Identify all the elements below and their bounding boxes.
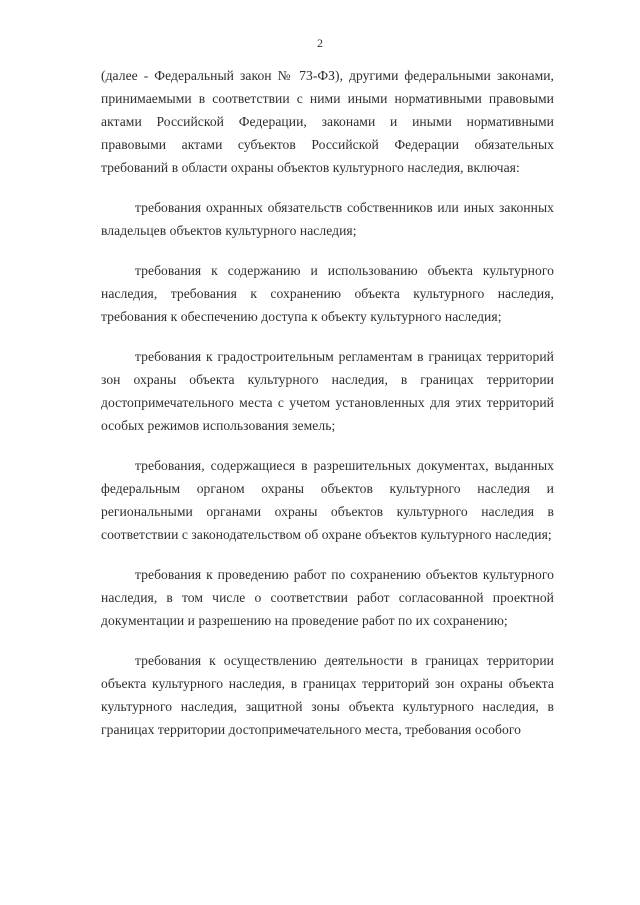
paragraph-intro: (далее - Федеральный закон № 73-ФЗ), другими федеральными законами, принимаемыми в соответствии с ними иными нормативными правовыми актами Российской Федерации, законами и иными нормативными правовыми актами субъектов Российской Федерации обязательных требований в области охраны объектов культурного наследия, включая: <box>101 68 554 175</box>
document-body <box>101 64 554 741</box>
paragraph-urban-planning-requirements: требования к градостроительным регламентам в границах территорий зон охраны объекта культурного наследия, в границах территории достопримечательного места с учетом установленных для этих территорий особых режимов использования земель; <box>101 349 554 433</box>
paragraph-activity-requirements: требования к осуществлению деятельности в границах территории объекта культурного наследия, в границах территорий зон охраны объекта культурного наследия, защитной зоны объекта культурного наследия, в границах территории достопримечательного места, требования особого <box>101 653 554 737</box>
paragraph-permit-requirements: требования, содержащиеся в разрешительных документах, выданных федеральным органом охраны объектов культурного наследия и региональными органами охраны объектов культурного наследия в соответствии с законодательством об охране объектов культурного наследия; <box>101 458 554 542</box>
paragraph-protection-obligations: требования охранных обязательств собственников или иных законных владельцев объектов культурного наследия; <box>101 200 554 238</box>
page-number: 2 <box>317 36 323 50</box>
paragraph-maintenance-requirements: требования к содержанию и использованию объекта культурного наследия, требования к сохранению объекта культурного наследия, требования к обеспечению доступа к объекту культурного наследия; <box>101 263 554 324</box>
paragraph-preservation-works-requirements: требования к проведению работ по сохранению объектов культурного наследия, в том числе о соответствии работ согласованной проектной документации и разрешению на проведение работ по их сохранению; <box>101 567 554 628</box>
